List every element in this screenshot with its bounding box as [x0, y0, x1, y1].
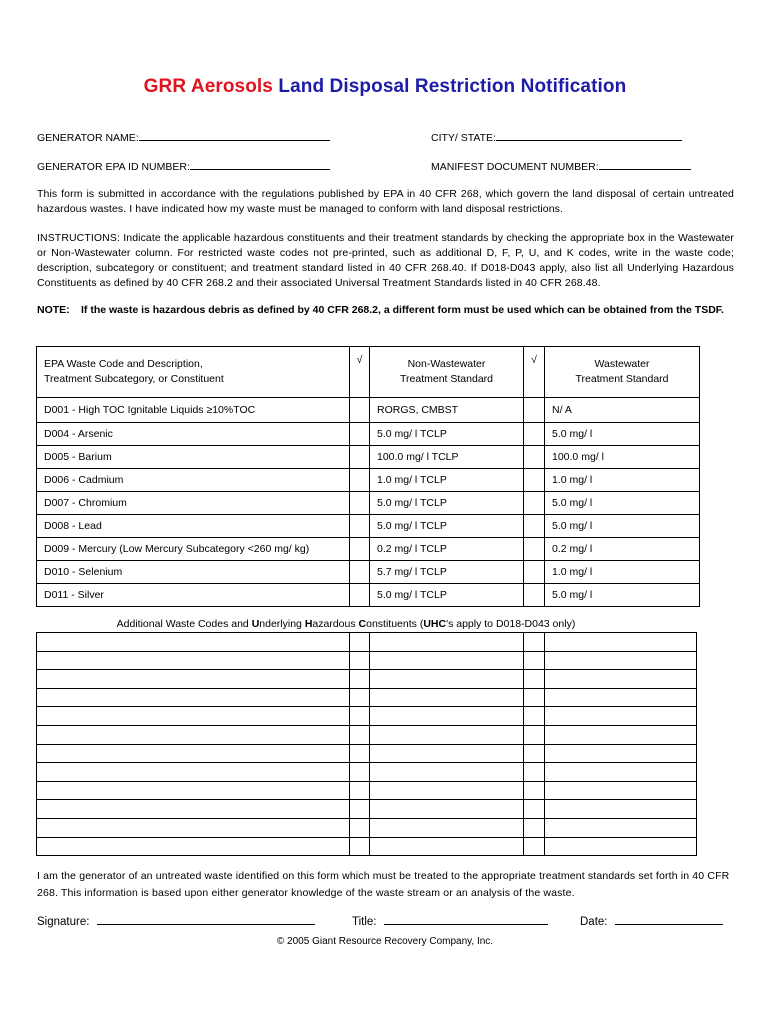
header-check-nonwastewater: √ — [350, 347, 370, 398]
blank-wastewater-checkbox[interactable] — [524, 651, 545, 670]
waste-code-cell: D001 - High TOC Ignitable Liquids ≥10%TOC — [37, 398, 350, 423]
wastewater-checkbox[interactable] — [524, 423, 545, 446]
wastewater-standard-cell: 100.0 mg/ l — [545, 446, 700, 469]
blank-wastewater-standard-cell[interactable] — [545, 725, 697, 744]
generator-name-row — [37, 129, 330, 144]
uhc-caption-text: Additional Waste Codes and — [116, 618, 252, 630]
header-waste-code-line2: Treatment Subcategory, or Constituent — [44, 373, 224, 385]
uhc-caption-text: azardous — [312, 618, 359, 630]
blank-row — [37, 633, 697, 652]
blank-wastewater-standard-cell[interactable] — [545, 744, 697, 763]
table-row — [37, 584, 700, 607]
blank-nonwastewater-standard-cell[interactable] — [370, 818, 524, 837]
generator-name-field[interactable] — [139, 129, 330, 141]
blank-wastewater-checkbox[interactable] — [524, 800, 545, 819]
wastewater-standard-cell: 1.0 mg/ l — [545, 469, 700, 492]
blank-waste-code-cell[interactable] — [37, 837, 350, 856]
wastewater-checkbox[interactable] — [524, 398, 545, 423]
waste-code-cell: D007 - Chromium — [37, 492, 350, 515]
date-row — [580, 913, 723, 928]
blank-wastewater-checkbox[interactable] — [524, 837, 545, 856]
blank-wastewater-standard-cell[interactable] — [545, 800, 697, 819]
waste-code-cell: D005 - Barium — [37, 446, 350, 469]
blank-row — [37, 763, 697, 782]
blank-wastewater-standard-cell[interactable] — [545, 837, 697, 856]
wastewater-standard-cell: N/ A — [545, 398, 700, 423]
wastewater-standard-cell: 0.2 mg/ l — [545, 538, 700, 561]
header-wastewater-line2: Treatment Standard — [575, 373, 669, 385]
blank-waste-code-cell[interactable] — [37, 633, 350, 652]
header-wastewater-line1: Wastewater — [594, 358, 650, 370]
blank-row — [37, 818, 697, 837]
blank-row — [37, 688, 697, 707]
table-row — [37, 469, 700, 492]
blank-wastewater-checkbox[interactable] — [524, 688, 545, 707]
blank-nonwastewater-checkbox[interactable] — [350, 633, 370, 652]
blank-nonwastewater-standard-cell[interactable] — [370, 688, 524, 707]
blank-nonwastewater-checkbox[interactable] — [350, 800, 370, 819]
instructions-paragraph: INSTRUCTIONS: Indicate the applicable hazardous constituents and their treatment standards by checking the appropriate box in the Wastewater or Non-Wastewater column. For restricted waste codes not pre-printed, such as additional D, F, P, U, and K codes, write in the waste code; description, subcategory or constituent; and treatment standard listed in 40 CFR 268.40. If D018-D043 apply, also list all Underlying Hazardous Constituents as defined by 40 CFR 268.2 and their associated Universal Treatment Standards listed in 40 CFR 268.48. — [37, 232, 734, 289]
waste-code-cell: D009 - Mercury (Low Mercury Subcategory <260 mg/ kg) — [37, 538, 350, 561]
blank-nonwastewater-checkbox[interactable] — [350, 725, 370, 744]
wastewater-checkbox[interactable] — [524, 584, 545, 607]
nonwastewater-checkbox[interactable] — [350, 423, 370, 446]
blank-wastewater-standard-cell[interactable] — [545, 818, 697, 837]
epa-id-row — [37, 158, 330, 173]
blank-wastewater-standard-cell[interactable] — [545, 781, 697, 800]
blank-nonwastewater-checkbox[interactable] — [350, 707, 370, 726]
nonwastewater-standard-cell: 5.0 mg/ l TCLP — [370, 584, 524, 607]
uhc-caption — [36, 618, 656, 630]
generator-statement: I am the generator of an untreated waste identified on this form which must be treated to the appropriate treatment standards set forth in 40 CFR 268. This information is based upon either generator knowledge of the waste stream or an analysis of the waste. — [37, 870, 730, 899]
title-row — [352, 913, 548, 928]
blank-waste-code-cell[interactable] — [37, 781, 350, 800]
uhc-caption-text: nderlying — [259, 618, 305, 630]
wastewater-checkbox[interactable] — [524, 561, 545, 584]
intro-paragraph: This form is submitted in accordance with the regulations published by EPA in 40 CFR 268, which govern the land disposal of certain untreated hazardous wastes. I have indicated how my waste must be managed to conform with land disposal restrictions. — [37, 188, 734, 215]
blank-nonwastewater-checkbox[interactable] — [350, 744, 370, 763]
wastewater-checkbox[interactable] — [524, 446, 545, 469]
blank-nonwastewater-checkbox[interactable] — [350, 781, 370, 800]
waste-code-cell: D008 - Lead — [37, 515, 350, 538]
blank-row — [37, 744, 697, 763]
note-block — [37, 303, 734, 318]
blank-nonwastewater-standard-cell[interactable] — [370, 707, 524, 726]
nonwastewater-checkbox[interactable] — [350, 561, 370, 584]
blank-wastewater-checkbox[interactable] — [524, 744, 545, 763]
header-waste-code — [37, 347, 350, 398]
uhc-caption-h: H — [304, 618, 313, 630]
waste-code-rows — [37, 398, 700, 607]
nonwastewater-standard-cell: 5.0 mg/ l TCLP — [370, 423, 524, 446]
waste-code-table — [36, 346, 700, 607]
wastewater-standard-cell: 5.0 mg/ l — [545, 423, 700, 446]
table-row — [37, 423, 700, 446]
nonwastewater-standard-cell: 0.2 mg/ l TCLP — [370, 538, 524, 561]
blank-nonwastewater-standard-cell[interactable] — [370, 633, 524, 652]
blank-waste-code-cell[interactable] — [37, 818, 350, 837]
title-company: GRR Aerosols — [143, 76, 273, 97]
additional-code-rows — [37, 633, 697, 856]
blank-nonwastewater-checkbox[interactable] — [350, 670, 370, 689]
blank-nonwastewater-checkbox[interactable] — [350, 651, 370, 670]
nonwastewater-standard-cell: 100.0 mg/ l TCLP — [370, 446, 524, 469]
generator-name-label: GENERATOR NAME: — [37, 132, 139, 144]
blank-waste-code-cell[interactable] — [37, 725, 350, 744]
blank-waste-code-cell[interactable] — [37, 800, 350, 819]
blank-wastewater-checkbox[interactable] — [524, 725, 545, 744]
blank-wastewater-checkbox[interactable] — [524, 781, 545, 800]
blank-wastewater-checkbox[interactable] — [524, 763, 545, 782]
header-nonwastewater — [370, 347, 524, 398]
table-row — [37, 446, 700, 469]
header-waste-code-line1: EPA Waste Code and Description, — [44, 358, 203, 370]
date-field[interactable] — [615, 913, 723, 925]
uhc-caption-u: U — [251, 618, 260, 630]
blank-row — [37, 707, 697, 726]
city-state-label: CITY/ STATE: — [431, 132, 496, 144]
wastewater-checkbox[interactable] — [524, 515, 545, 538]
manifest-row — [431, 158, 691, 173]
nonwastewater-checkbox[interactable] — [350, 492, 370, 515]
uhc-caption-uhc: UHC — [423, 618, 447, 630]
uhc-caption-text: onstituents ( — [366, 618, 424, 630]
nonwastewater-standard-cell: 5.0 mg/ l TCLP — [370, 492, 524, 515]
blank-wastewater-standard-cell[interactable] — [545, 633, 697, 652]
signature-field[interactable] — [97, 913, 315, 925]
epa-id-field[interactable] — [190, 158, 330, 170]
header-nonwastewater-line2: Treatment Standard — [400, 373, 493, 385]
wastewater-standard-cell: 5.0 mg/ l — [545, 515, 700, 538]
table-row — [37, 398, 700, 423]
nonwastewater-checkbox[interactable] — [350, 446, 370, 469]
blank-wastewater-standard-cell[interactable] — [545, 763, 697, 782]
manifest-field[interactable] — [599, 158, 691, 170]
wastewater-standard-cell: 5.0 mg/ l — [545, 492, 700, 515]
waste-code-cell: D006 - Cadmium — [37, 469, 350, 492]
city-state-row — [431, 129, 682, 144]
wastewater-standard-cell: 5.0 mg/ l — [545, 584, 700, 607]
signature-label: Signature: — [37, 916, 90, 928]
additional-codes-table — [36, 632, 697, 856]
blank-row — [37, 800, 697, 819]
signature-row — [37, 913, 315, 928]
date-label: Date: — [580, 916, 608, 928]
wastewater-checkbox[interactable] — [524, 538, 545, 561]
wastewater-standard-cell: 1.0 mg/ l — [545, 561, 700, 584]
waste-code-cell: D004 - Arsenic — [37, 423, 350, 446]
table-row — [37, 561, 700, 584]
blank-nonwastewater-checkbox[interactable] — [350, 688, 370, 707]
blank-wastewater-checkbox[interactable] — [524, 670, 545, 689]
nonwastewater-standard-cell: 5.7 mg/ l TCLP — [370, 561, 524, 584]
table-row — [37, 538, 700, 561]
nonwastewater-checkbox[interactable] — [350, 515, 370, 538]
wastewater-checkbox[interactable] — [524, 492, 545, 515]
blank-nonwastewater-standard-cell[interactable] — [370, 781, 524, 800]
uhc-caption-c: C — [358, 618, 367, 630]
nonwastewater-checkbox[interactable] — [350, 398, 370, 423]
table-header-row — [37, 347, 700, 398]
blank-row — [37, 837, 697, 856]
blank-wastewater-standard-cell[interactable] — [545, 651, 697, 670]
note-label: NOTE: — [37, 304, 70, 316]
blank-row — [37, 781, 697, 800]
blank-wastewater-checkbox[interactable] — [524, 633, 545, 652]
city-state-field[interactable] — [496, 129, 682, 141]
blank-nonwastewater-standard-cell[interactable] — [370, 800, 524, 819]
blank-wastewater-checkbox[interactable] — [524, 818, 545, 837]
blank-waste-code-cell[interactable] — [37, 763, 350, 782]
nonwastewater-checkbox[interactable] — [350, 469, 370, 492]
blank-row — [37, 670, 697, 689]
uhc-caption-text: 's apply to D018-D043 only) — [446, 618, 576, 630]
copyright-footer: © 2005 Giant Resource Recovery Company, Inc. — [276, 936, 494, 947]
wastewater-checkbox[interactable] — [524, 469, 545, 492]
nonwastewater-checkbox[interactable] — [350, 538, 370, 561]
blank-waste-code-cell[interactable] — [37, 707, 350, 726]
table-row — [37, 492, 700, 515]
blank-wastewater-checkbox[interactable] — [524, 707, 545, 726]
page-title — [0, 76, 770, 98]
blank-wastewater-standard-cell[interactable] — [545, 670, 697, 689]
header-check-wastewater: √ — [524, 347, 545, 398]
blank-nonwastewater-standard-cell[interactable] — [370, 763, 524, 782]
blank-row — [37, 651, 697, 670]
blank-waste-code-cell[interactable] — [37, 688, 350, 707]
title-form-name: Land Disposal Restriction Notification — [278, 76, 627, 97]
blank-waste-code-cell[interactable] — [37, 670, 350, 689]
blank-waste-code-cell[interactable] — [37, 651, 350, 670]
blank-nonwastewater-standard-cell[interactable] — [370, 670, 524, 689]
blank-waste-code-cell[interactable] — [37, 744, 350, 763]
nonwastewater-standard-cell: RORGS, CMBST — [370, 398, 524, 423]
blank-nonwastewater-checkbox[interactable] — [350, 837, 370, 856]
blank-wastewater-standard-cell[interactable] — [545, 688, 697, 707]
epa-id-label: GENERATOR EPA ID NUMBER: — [37, 161, 190, 173]
blank-nonwastewater-standard-cell[interactable] — [370, 744, 524, 763]
nonwastewater-standard-cell: 1.0 mg/ l TCLP — [370, 469, 524, 492]
nonwastewater-standard-cell: 5.0 mg/ l TCLP — [370, 515, 524, 538]
header-nonwastewater-line1: Non-Wastewater — [407, 358, 486, 370]
title-field[interactable] — [384, 913, 548, 925]
title-label: Title: — [352, 916, 377, 928]
waste-code-cell: D011 - Silver — [37, 584, 350, 607]
blank-nonwastewater-standard-cell[interactable] — [370, 725, 524, 744]
header-wastewater — [545, 347, 700, 398]
manifest-label: MANIFEST DOCUMENT NUMBER: — [431, 161, 599, 173]
blank-nonwastewater-standard-cell[interactable] — [370, 837, 524, 856]
note-text: If the waste is hazardous debris as defined by 40 CFR 268.2, a different form must be used which can be obtained from the TSDF. — [81, 304, 724, 316]
table-row — [37, 515, 700, 538]
waste-code-cell: D010 - Selenium — [37, 561, 350, 584]
blank-nonwastewater-checkbox[interactable] — [350, 763, 370, 782]
blank-nonwastewater-checkbox[interactable] — [350, 818, 370, 837]
blank-row — [37, 725, 697, 744]
blank-nonwastewater-standard-cell[interactable] — [370, 651, 524, 670]
blank-wastewater-standard-cell[interactable] — [545, 707, 697, 726]
nonwastewater-checkbox[interactable] — [350, 584, 370, 607]
